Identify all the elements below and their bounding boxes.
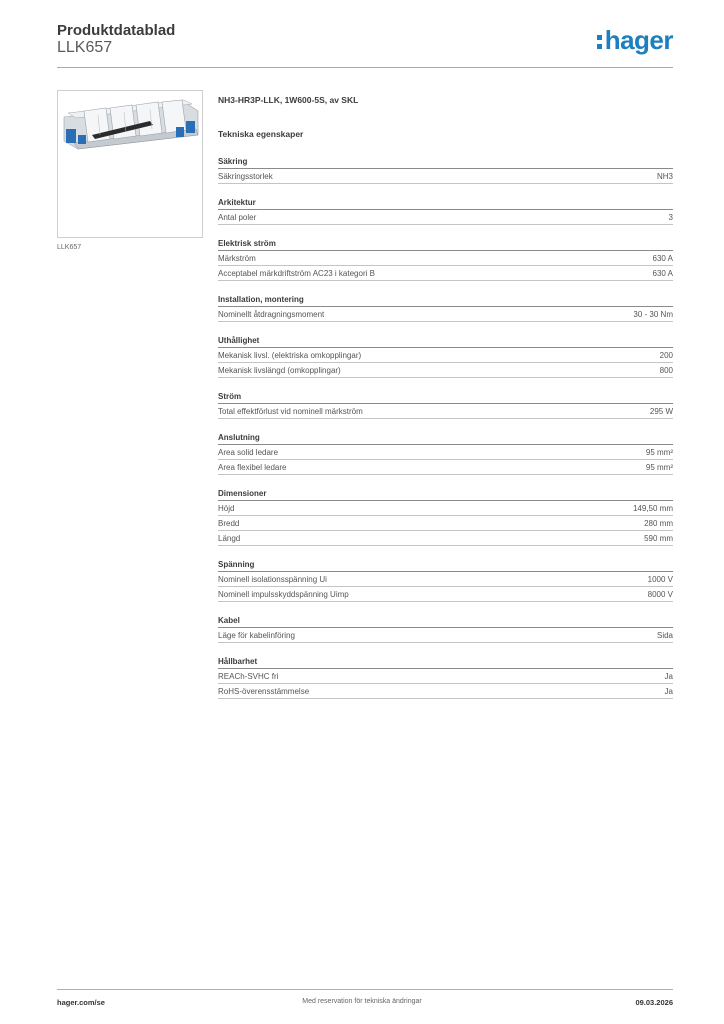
spec-group-heading: Spänning	[218, 560, 673, 572]
spec-row	[218, 307, 673, 322]
spec-group-heading: Dimensioner	[218, 489, 673, 501]
spec-row	[218, 445, 673, 460]
spec-label: Säkringsstorlek	[218, 172, 273, 181]
spec-value: 800	[659, 366, 673, 375]
spec-row	[218, 501, 673, 516]
spec-group-heading: Kabel	[218, 616, 673, 628]
spec-label: Längd	[218, 534, 241, 543]
spec-value: 590 mm	[644, 534, 673, 543]
spec-value: 295 W	[649, 407, 673, 416]
spec-value: 3	[668, 213, 673, 222]
page-header	[57, 22, 673, 70]
spec-row	[218, 251, 673, 266]
document-title: Produktdatablad	[57, 22, 176, 39]
spec-row	[218, 669, 673, 684]
spec-group-heading: Elektrisk ström	[218, 239, 673, 251]
spec-row	[218, 628, 673, 643]
product-description: NH3-HR3P-LLK, 1W600-5S, av SKL	[218, 95, 359, 105]
spec-label: Mekanisk livslängd (omkopplingar)	[218, 366, 341, 375]
spec-value: 200	[659, 351, 673, 360]
technical-specs	[218, 95, 673, 699]
spec-group	[218, 657, 673, 699]
product-code: LLK657	[57, 39, 113, 56]
spec-label: Acceptabel märkdriftström AC23 i kategori B	[218, 269, 375, 278]
footer-website: hager.com/se	[57, 998, 105, 1007]
spec-value: 630 A	[652, 269, 673, 278]
spec-group	[218, 392, 673, 419]
footer-disclaimer: Med reservation för tekniska ändringar	[302, 998, 422, 1005]
spec-row	[218, 266, 673, 281]
spec-value: 95 mm²	[645, 463, 673, 472]
spec-value: Sida	[656, 631, 673, 640]
spec-group-heading: Arkitektur	[218, 198, 673, 210]
footer-divider	[57, 989, 673, 990]
spec-group	[218, 198, 673, 225]
spec-group	[218, 433, 673, 475]
spec-row	[218, 348, 673, 363]
spec-value: Ja	[664, 672, 673, 681]
spec-label: Märkström	[218, 254, 256, 263]
spec-value: NH3	[656, 172, 673, 181]
spec-row	[218, 363, 673, 378]
spec-value: 149,50 mm	[632, 504, 673, 513]
spec-label: RoHS-överensstämmelse	[218, 687, 310, 696]
spec-label: Läge för kabelinföring	[218, 631, 295, 640]
spec-value: 1000 V	[647, 575, 673, 584]
spec-group-heading: Anslutning	[218, 433, 673, 445]
spec-value: 30 - 30 Nm	[633, 310, 673, 319]
spec-group	[218, 616, 673, 643]
spec-label: Nominell impulsskyddspänning Uimp	[218, 590, 349, 599]
spec-label: Nominellt åtdragningsmoment	[218, 310, 325, 319]
spec-row	[218, 169, 673, 184]
spec-label: Bredd	[218, 519, 240, 528]
footer-date: 09.03.2026	[635, 998, 673, 1007]
spec-group-heading: Hållbarhet	[218, 657, 673, 669]
spec-group	[218, 489, 673, 546]
spec-group	[218, 239, 673, 281]
spec-row	[218, 572, 673, 587]
spec-value: 8000 V	[647, 590, 673, 599]
spec-row	[218, 531, 673, 546]
spec-label: Area solid ledare	[218, 448, 279, 457]
spec-label: Area flexibel ledare	[218, 463, 287, 472]
spec-row	[218, 404, 673, 419]
spec-group	[218, 336, 673, 378]
spec-group-heading: Säkring	[218, 157, 673, 169]
spec-label: Mekanisk livsl. (elektriska omkopplingar)	[218, 351, 362, 360]
spec-label: Höjd	[218, 504, 235, 513]
spec-row	[218, 587, 673, 602]
spec-label: Nominell isolationsspänning Ui	[218, 575, 327, 584]
spec-group-heading: Ström	[218, 392, 673, 404]
spec-group-heading: Installation, montering	[218, 295, 673, 307]
spec-value: Ja	[664, 687, 673, 696]
spec-row	[218, 684, 673, 699]
fuse-switch-illustration-icon	[58, 91, 204, 239]
spec-group	[218, 295, 673, 322]
spec-row	[218, 460, 673, 475]
product-image	[57, 90, 203, 238]
spec-row	[218, 210, 673, 225]
spec-value: 280 mm	[644, 519, 673, 528]
hager-logo	[597, 27, 673, 53]
spec-value: 95 mm²	[645, 448, 673, 457]
spec-value: 630 A	[652, 254, 673, 263]
header-divider	[57, 67, 673, 68]
section-title: Tekniska egenskaper	[218, 129, 304, 139]
spec-group-heading: Uthållighet	[218, 336, 673, 348]
logo-mark-icon	[597, 35, 602, 49]
spec-label: Total effektförlust vid nominell märkström	[218, 407, 363, 416]
logo-text: hager	[604, 25, 673, 55]
spec-label: REACh-SVHC fri	[218, 672, 279, 681]
image-caption: LLK657	[57, 244, 82, 251]
spec-groups	[218, 157, 673, 699]
spec-row	[218, 516, 673, 531]
spec-group	[218, 157, 673, 184]
spec-group	[218, 560, 673, 602]
spec-label: Antal poler	[218, 213, 257, 222]
